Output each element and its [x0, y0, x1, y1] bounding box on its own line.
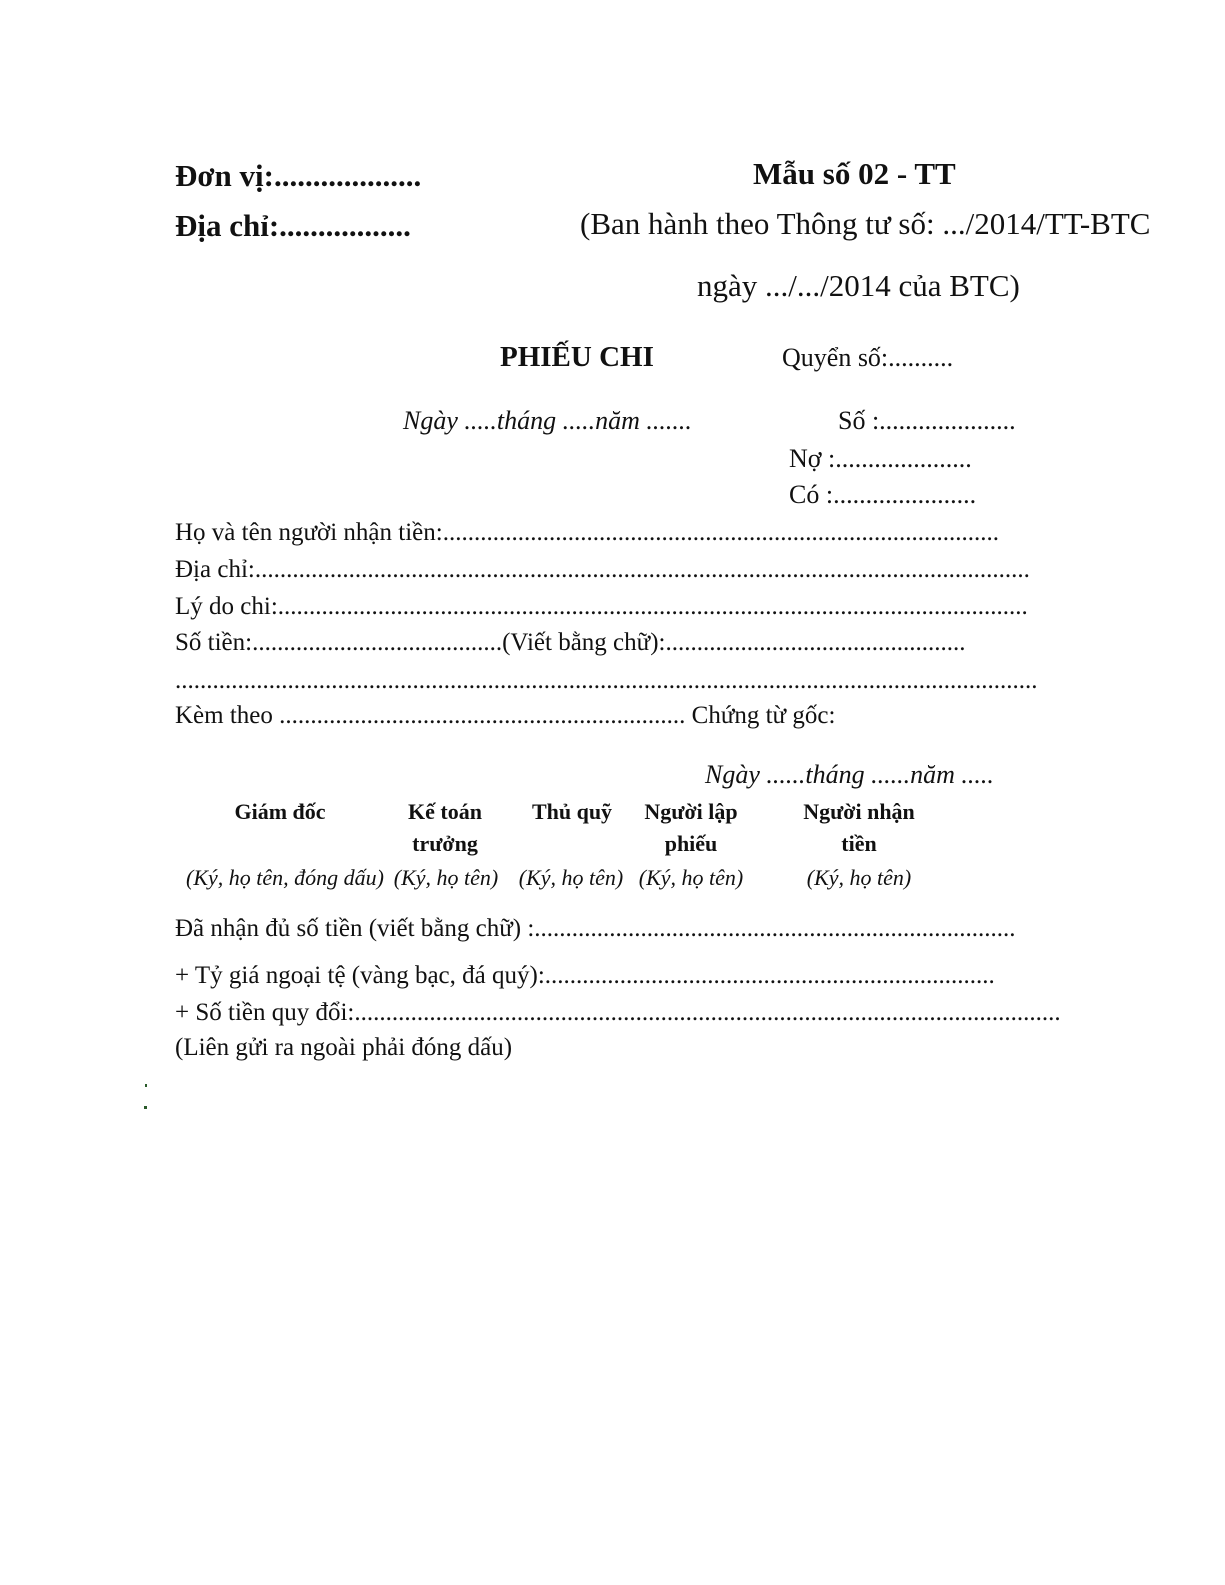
signature-title-preparer: Người lập phiếu: [644, 799, 738, 856]
signature-note-recipient: (Ký, họ tên): [806, 865, 912, 890]
recipient-name-field: Họ và tên người nhận tiền:.........................................................................................: [175, 519, 999, 546]
signature-title-chief-accountant: Kế toán trưởng: [408, 799, 482, 856]
amount-continuation: ..........................................................................................................................................: [175, 667, 1038, 694]
exchange-rate-line: + Tỷ giá ngoại tệ (vàng bạc, đá quý):........................................................................: [175, 962, 995, 989]
issuance-note-line1: (Ban hành theo Thông tư số: .../2014/TT-BTC: [580, 206, 1151, 241]
signature-note-cashier: (Ký, họ tên): [518, 865, 624, 890]
so-field: Số :.....................: [838, 406, 1016, 435]
amount-field: Số tiền:........................................(Viết bằng chữ):................................................: [175, 629, 966, 656]
don-vi-label: Đơn vị:...................: [175, 158, 422, 193]
attachments-field: Kèm theo ................................................................. Chứng từ gốc:: [175, 702, 836, 729]
issuance-note-line2: ngày .../.../2014 của BTC): [697, 268, 1020, 303]
date-line: Ngày .....tháng .....năm .......: [403, 406, 692, 435]
received-amount-line: Đã nhận đủ số tiền (viết bằng chữ) :.............................................................................: [175, 915, 1016, 942]
no-field: Nợ :.....................: [789, 444, 972, 473]
signature-title-recipient: Người nhận tiền: [803, 799, 915, 856]
address-field: Địa chỉ:............................................................................................................................: [175, 556, 1030, 583]
scan-speck: [145, 1084, 147, 1087]
signature-title-director: Giám đốc: [234, 799, 326, 824]
signature-note-chief-accountant: (Ký, họ tên): [393, 865, 499, 890]
dia-chi-label: Địa chỉ:.................: [175, 208, 411, 243]
form-number: Mẫu số 02 - TT: [753, 156, 956, 191]
signature-date-line: Ngày ......tháng ......năm .....: [705, 760, 994, 789]
quyen-so-field: Quyển số:..........: [782, 343, 954, 372]
signature-title-cashier: Thủ quỹ: [531, 799, 613, 824]
reason-field: Lý do chi:........................................................................................................................: [175, 593, 1028, 620]
page-title: PHIẾU CHI: [500, 341, 654, 373]
scan-speck: [144, 1106, 147, 1109]
seal-note-line: (Liên gửi ra ngoài phải đóng dấu): [175, 1034, 513, 1061]
signature-note-preparer: (Ký, họ tên): [638, 865, 744, 890]
co-field: Có :......................: [789, 480, 977, 509]
converted-amount-line: + Số tiền quy đổi:.................................................................................................................: [175, 999, 1061, 1026]
signature-note-director: (Ký, họ tên, đóng dấu): [186, 865, 384, 890]
